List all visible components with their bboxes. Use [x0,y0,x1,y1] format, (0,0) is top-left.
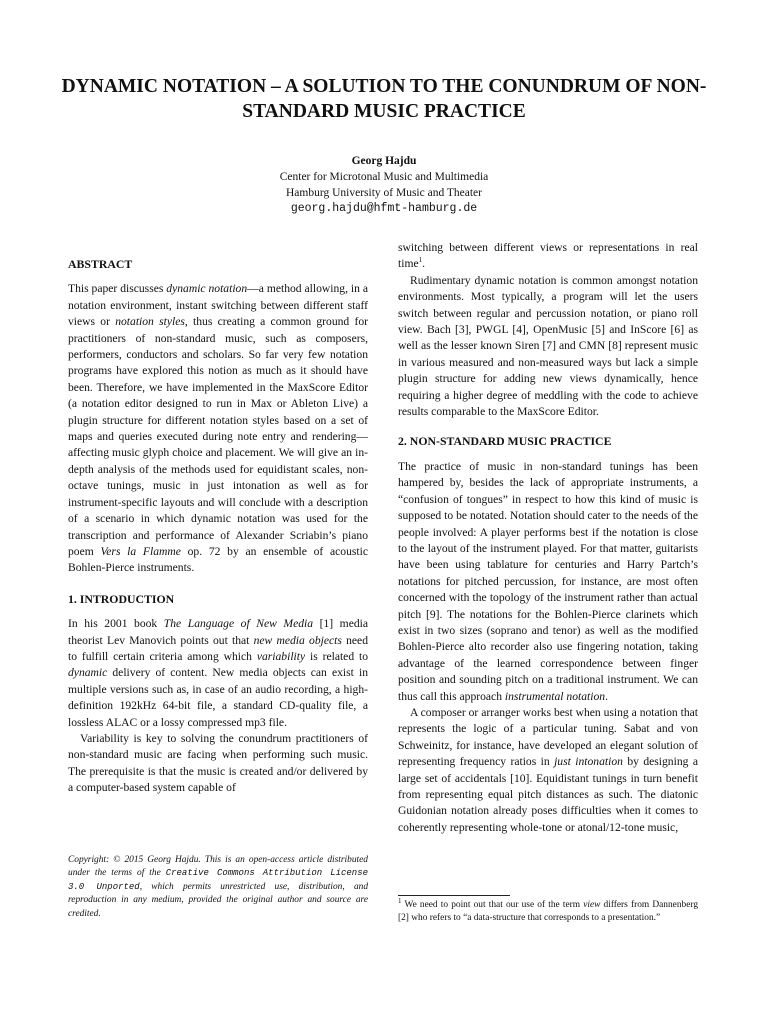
text-run: differs from Dannenberg [2] who refers to “a data-structure that corresponds to a presentation.” [398,900,699,923]
abstract-paragraph [68,281,368,576]
author-block [184,153,584,217]
left-column [68,240,368,797]
paper-title: DYNAMIC NOTATION – A SOLUTION TO THE CONUNDRUM OF NON-STANDARD MUSIC PRACTICE [61,76,707,122]
text-run: by designing a large set of accidentals [10]. Equidistant tunings in turn benefit from representing equal pitch distances as such. The diatonic Guidonian notation already poses difficulties when it comes to coherently representing whole-tone or atonal/12-tone music, [398,755,698,834]
text-run: is related to [305,649,369,663]
author-name: Georg Hajdu [351,155,417,167]
intro-paragraph-1 [68,616,368,731]
emphasis: instrumental notation [504,689,606,703]
author-affiliation-1: Center for Microtonal Music and Multimedia [279,171,489,183]
section-2-heading: 2. NON-STANDARD MUSIC PRACTICE [398,434,612,449]
text-run: delivery of content. New media objects can exist in multiple versions such as, in case of an audio recording, a high-definition 192kHz 64-bit file, a standard CD-quality file, a lossless ALAC or a lossy compressed mp3 file. [68,666,368,729]
right-column [398,240,698,836]
intro-continuation [398,240,698,273]
text-run: need to fulfill certain criteria among which [68,633,368,663]
abstract-heading: ABSTRACT [68,257,133,271]
text-run: , which permits unrestricted use, distribution, and reproduction in any medium, provided the original author and source are credited. [68,881,369,919]
footnote [398,896,699,924]
text-run: A composer or arranger works best when using a notation that represents the logic of a particular tuning. Sabat and von Schweinitz, for instance, have developed an elegant solution of representing frequency ratios in [398,705,698,769]
section-2-paragraph-2 [398,705,698,836]
author-affiliation-2: Hamburg University of Music and Theater [286,187,482,199]
text-run: op. 72 by an ensemble of acoustic Bohlen-Pierce instruments. [68,544,368,575]
text-run: [1] media theorist Lev Manovich points out that [68,617,369,647]
footnote-marker[interactable]: 1 [418,256,423,265]
emphasis: dynamic notation [166,282,248,296]
text-run: This paper discusses [68,282,167,296]
emphasis: new media objects [253,633,342,647]
emphasis: notation styles [115,315,185,329]
emphasis: dynamic [68,666,108,680]
text-run: —a method allowing, in a notation environment, instant switching between different staff views or [68,282,369,329]
emphasis: Vers la Flamme [100,544,181,558]
text-run: In his 2001 book [68,617,164,631]
text-run: We need to point out that our use of the term [401,900,584,910]
author-email: georg.hajdu@hfmt-hamburg.de [290,202,478,215]
text-run: . [422,257,426,271]
text-run: switching between different views or representations in real time [398,241,698,271]
text-run: The practice of music in non-standard tunings has been hampered by, besides the lack of appropriate instruments, a “confusion of tongues” in respect to how this kind of music is supposed to be notated. Notation should cater to the needs of the people involved: A player performs best if the notation is close to the layout of the instrument played. For that matter, guitarists have been using tablature for centuries and Harry Partch’s notations for pitched percussion, for instance, are most often concerned with the topology of the instrument rather than actual pitch [9]. The notations for the Bohlen-Pierce clarinets which exist in two sizes (soprano and tenor) as well as the modified Bohlen-Pierce alto recorder also use fingering notation, taking advantage of the learned correspondence between finger position and sounding pitch on a traditional instrument. We can thus call this approach [398,459,698,703]
text-run: Copyright: © 2015 Georg Hajdu. This is an open-access article distributed under the terms of the [68,855,368,879]
section-2-paragraph-1 [398,459,698,705]
emphasis: variability [256,649,306,663]
intro-paragraph-2: Variability is key to solving the conundrum practitioners of non-standard music are facing when performing such music. The prerequisite is that the music is created and/or delivered by a computer-based system capable of [68,731,368,795]
copyright-notice [68,854,368,921]
introduction-heading: 1. INTRODUCTION [68,591,175,606]
emphasis: The Language of New Media [163,617,314,631]
emphasis: just intonation [554,755,623,769]
intro-paragraph-3: Rudimentary dynamic notation is common amongst notation environments. Most typically, a program will let the users switch between regular and percussion notation, or piano roll view. Bach [3], PWGL [4], OpenMusic [5] and InScore [6] as well as the lesser known Siren [7] and CMN [8] represent music in various measured and non-measured ways but lack a simple plugin structure for adding new views dynamically, hence requiring a higher degree of meddling with the code to achieve results comparable to the MaxScore Editor. [398,273,698,419]
text-run: . [605,689,608,703]
emphasis: view [583,900,601,910]
footnote-rule [398,895,510,896]
footnote-number: 1 [398,896,402,905]
text-run: , thus creating a common ground for practitioners of non-standard music, such as composers, performers, conductors and scholars. So far very few notation programs have explored this notion as much as it should have been. Therefore, we have implemented in the MaxScore Editor (a notation editor designed to run in Max or Ableton Live) a plugin structure for different notation styles based on a set of maps and queries executed during note entry and rendering—affecting music glyph choice and placement. We will give an in-depth analysis of the methods used for equidistant scales, non-octave tunings, music in just intonation as well as for instrument-specific layouts and will conclude with a description of a scenario in which dynamic notation was used for the transcription and performance of Alexander Scriabin’s piano poem [68,315,368,558]
license-link[interactable]: Creative Commons Attribution License 3.0 Unported [68,868,369,892]
